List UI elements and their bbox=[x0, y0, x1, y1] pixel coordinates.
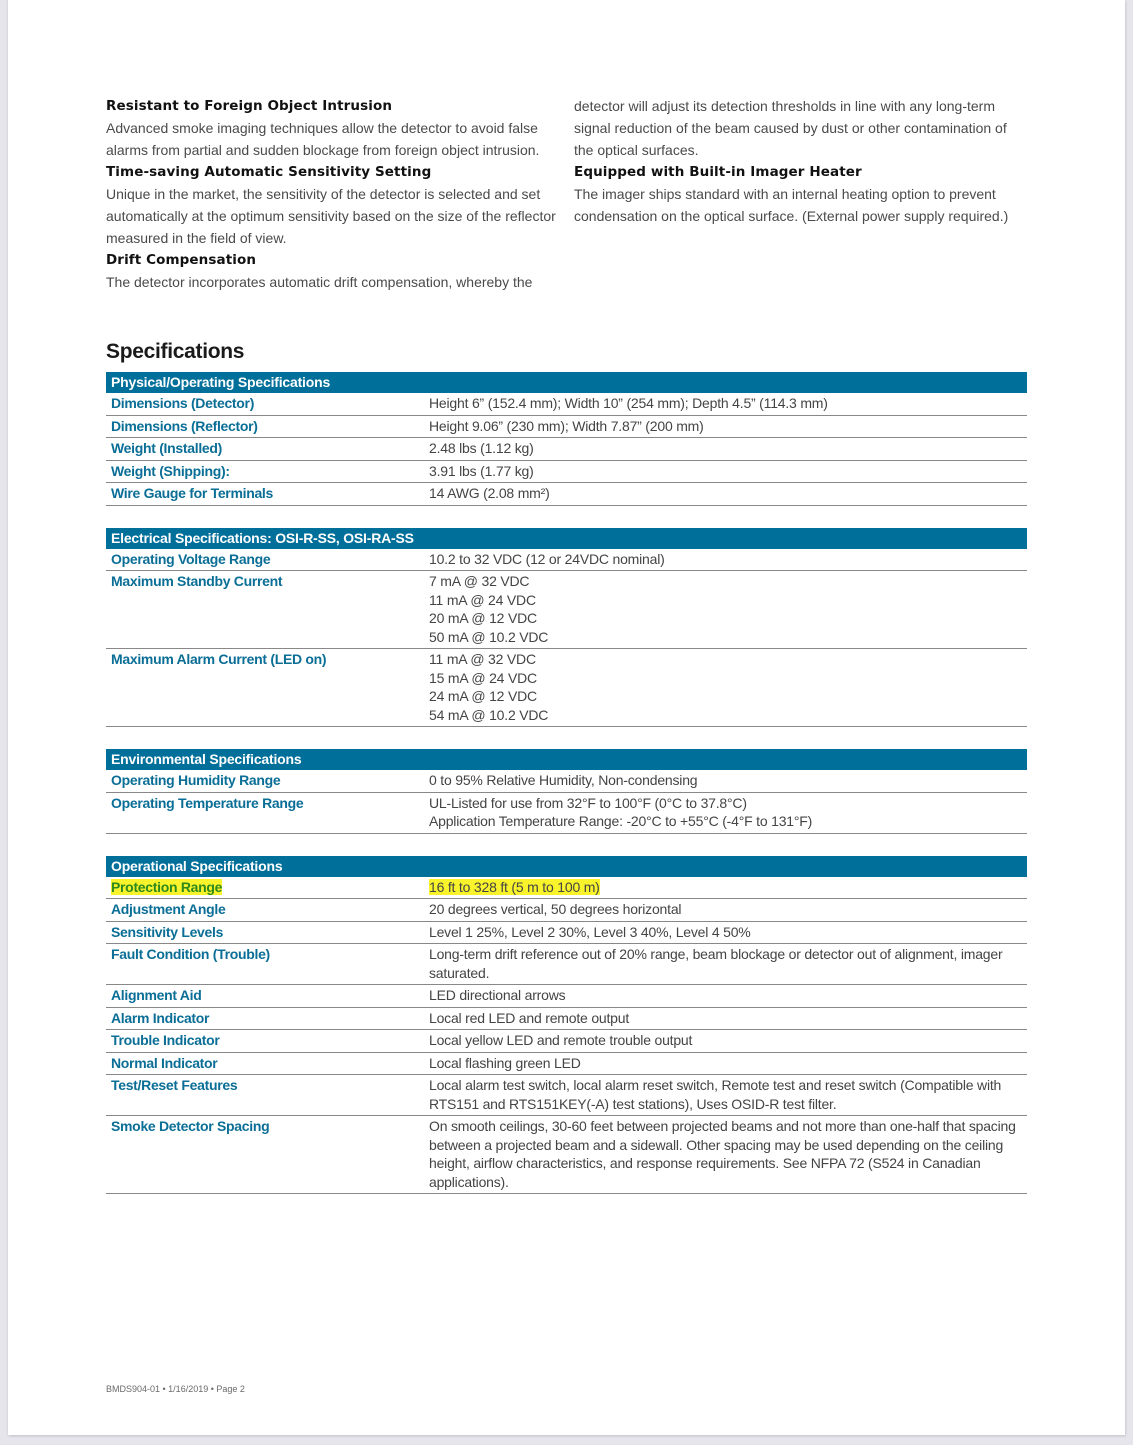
spec-label-text: Weight (Installed) bbox=[111, 440, 223, 456]
spec-value-line bbox=[429, 650, 1027, 669]
spec-label bbox=[106, 900, 429, 919]
spec-value bbox=[429, 1031, 1027, 1050]
spec-value-text: 11 mA @ 24 VDC bbox=[429, 591, 536, 608]
spec-value-line bbox=[429, 550, 1027, 569]
spec-section-header: Electrical Specifications: OSI-R-SS, OSI-RA-SS bbox=[106, 528, 1027, 549]
spec-label-text: Maximum Standby Current bbox=[111, 573, 283, 589]
spec-label bbox=[106, 945, 429, 982]
spec-value-line bbox=[429, 484, 1027, 503]
feature-body: Unique in the market, the sensitivity of the detector is selected and set automatically at the optimum sensitivity based on the size of the reflector measured in the field of view. bbox=[106, 186, 556, 246]
spec-value-text: Local red LED and remote output bbox=[429, 1009, 630, 1026]
spec-label bbox=[106, 462, 429, 481]
spec-section bbox=[106, 749, 1027, 834]
spec-row bbox=[106, 877, 1027, 900]
spec-value-line bbox=[429, 945, 1027, 982]
spec-label bbox=[106, 1031, 429, 1050]
spec-section-header: Environmental Specifications bbox=[106, 749, 1027, 770]
spec-value-text: Local alarm test switch, local alarm reset switch, Remote test and reset switch (Compatible with RTS151 and RTS151KEY(-A) test stations), Uses OSID-R test filter. bbox=[429, 1077, 1002, 1112]
spec-value-text: 3.91 lbs (1.77 kg) bbox=[429, 462, 534, 479]
spec-value-text: 10.2 to 32 VDC (12 or 24VDC nominal) bbox=[429, 550, 665, 567]
feature-title: Time-saving Automatic Sensitivity Setting bbox=[106, 164, 432, 180]
spec-row bbox=[106, 393, 1027, 416]
spec-row bbox=[106, 649, 1027, 727]
spec-section bbox=[106, 372, 1027, 506]
spec-value-line bbox=[429, 812, 1027, 831]
spec-value-line bbox=[429, 462, 1027, 481]
spec-value bbox=[429, 550, 1027, 569]
spec-label-text: Alarm Indicator bbox=[111, 1009, 210, 1026]
spec-value bbox=[429, 1076, 1027, 1113]
spec-row bbox=[106, 1030, 1027, 1053]
spec-value-text: 20 mA @ 12 VDC bbox=[429, 610, 537, 626]
spec-label bbox=[106, 923, 429, 942]
spec-value-text: Local yellow LED and remote trouble output bbox=[429, 1032, 693, 1048]
spec-value-text: Height 6” (152.4 mm); Width 10” (254 mm); Depth 4.5” (114.3 mm) bbox=[429, 395, 828, 411]
spec-label bbox=[106, 878, 429, 897]
spec-label-text: Operating Temperature Range bbox=[111, 794, 304, 811]
spec-value-text: LED directional arrows bbox=[429, 987, 566, 1003]
spec-label-text: Trouble Indicator bbox=[111, 1032, 220, 1048]
spec-value bbox=[429, 771, 1027, 790]
spec-value-text: Long-term drift reference out of 20% range, beam blockage or detector out of alignment, imager saturated. bbox=[429, 946, 1003, 981]
spec-row bbox=[106, 549, 1027, 572]
spec-value-line bbox=[429, 706, 1027, 725]
spec-label-text: Weight (Shipping): bbox=[111, 462, 230, 479]
spec-value-text: 54 mA @ 10.2 VDC bbox=[429, 706, 549, 723]
spec-value-line bbox=[429, 1031, 1027, 1050]
spec-row bbox=[106, 571, 1027, 649]
spec-value-line bbox=[429, 1117, 1027, 1191]
features-section bbox=[106, 95, 1046, 293]
spec-section bbox=[106, 528, 1027, 728]
spec-value-line bbox=[429, 771, 1027, 790]
spec-value bbox=[429, 1054, 1027, 1073]
spec-label bbox=[106, 1076, 429, 1113]
spec-value-line bbox=[429, 1054, 1027, 1073]
spec-value-line bbox=[429, 609, 1027, 628]
spec-row bbox=[106, 944, 1027, 985]
spec-value bbox=[429, 923, 1027, 942]
spec-row bbox=[106, 899, 1027, 922]
spec-value-text: 7 mA @ 32 VDC bbox=[429, 573, 530, 589]
specifications-tables bbox=[106, 372, 1027, 1216]
spec-value bbox=[429, 650, 1027, 724]
feature-drift-compensation bbox=[106, 249, 558, 293]
spec-value bbox=[429, 484, 1027, 503]
feature-drift-continued bbox=[574, 95, 1026, 161]
spec-label-text: Wire Gauge for Terminals bbox=[111, 485, 274, 501]
spec-value-line bbox=[429, 591, 1027, 610]
spec-value-line bbox=[429, 687, 1027, 706]
spec-label-text: Alignment Aid bbox=[111, 987, 202, 1003]
spec-value-line bbox=[429, 794, 1027, 813]
spec-label bbox=[106, 417, 429, 436]
feature-body: The imager ships standard with an internal heating option to prevent condensation on the optical surface. (External power supply required.) bbox=[574, 186, 1009, 224]
spec-row bbox=[106, 1053, 1027, 1076]
spec-value-text: UL-Listed for use from 32°F to 100°F (0°C to 37.8°C) bbox=[429, 794, 747, 811]
spec-label bbox=[106, 794, 429, 831]
document-page bbox=[8, 0, 1125, 1435]
spec-value bbox=[429, 394, 1027, 413]
page-footer: BMDS904-01 • 1/16/2019 • Page 2 bbox=[106, 1384, 245, 1394]
spec-value-text: Height 9.06” (230 mm); Width 7.87” (200 mm) bbox=[429, 417, 704, 434]
spec-label bbox=[106, 771, 429, 790]
spec-value bbox=[429, 1009, 1027, 1028]
spec-label bbox=[106, 572, 429, 646]
spec-row bbox=[106, 1075, 1027, 1116]
spec-value-text: 16 ft to 328 ft (5 m to 100 m) bbox=[429, 878, 600, 895]
spec-value-text: 11 mA @ 32 VDC bbox=[429, 651, 536, 667]
spec-label-text: Dimensions (Reflector) bbox=[111, 417, 258, 434]
spec-value bbox=[429, 986, 1027, 1005]
spec-value bbox=[429, 417, 1027, 436]
feature-title: Equipped with Built-in Imager Heater bbox=[574, 164, 862, 180]
feature-body: detector will adjust its detection thresholds in line with any long-term signal reduction of the beam caused by dust or other contamination of the optical surfaces. bbox=[574, 98, 1007, 158]
spec-value-line bbox=[429, 878, 1027, 897]
spec-value-text: Level 1 25%, Level 2 30%, Level 3 40%, Level 4 50% bbox=[429, 923, 751, 940]
spec-value-text: 14 AWG (2.08 mm²) bbox=[429, 485, 550, 501]
spec-value bbox=[429, 945, 1027, 982]
feature-title: Resistant to Foreign Object Intrusion bbox=[106, 98, 393, 114]
spec-row bbox=[106, 922, 1027, 945]
spec-label-text: Fault Condition (Trouble) bbox=[111, 946, 270, 962]
spec-value bbox=[429, 878, 1027, 897]
spec-value-line bbox=[429, 986, 1027, 1005]
spec-label bbox=[106, 439, 429, 458]
spec-value bbox=[429, 900, 1027, 919]
spec-value-text: 50 mA @ 10.2 VDC bbox=[429, 628, 549, 645]
spec-value-line bbox=[429, 1076, 1027, 1113]
spec-label bbox=[106, 1117, 429, 1191]
spec-value-text: 15 mA @ 24 VDC bbox=[429, 669, 537, 686]
spec-value-line bbox=[429, 923, 1027, 942]
spec-label bbox=[106, 394, 429, 413]
spec-row bbox=[106, 438, 1027, 461]
feature-foreign-object bbox=[106, 95, 558, 161]
spec-value-line bbox=[429, 417, 1027, 436]
spec-value bbox=[429, 462, 1027, 481]
spec-value-text: 2.48 lbs (1.12 kg) bbox=[429, 440, 534, 456]
spec-label bbox=[106, 650, 429, 724]
spec-value-text: 24 mA @ 12 VDC bbox=[429, 688, 537, 704]
feature-title: Drift Compensation bbox=[106, 252, 257, 268]
spec-value bbox=[429, 1117, 1027, 1191]
spec-value-text: Application Temperature Range: -20°C to +55°C (-4°F to 131°F) bbox=[429, 813, 813, 829]
spec-value-text: 20 degrees vertical, 50 degrees horizontal bbox=[429, 901, 682, 917]
spec-label-text: Normal Indicator bbox=[111, 1054, 218, 1071]
feature-body: Advanced smoke imaging techniques allow the detector to avoid false alarms from partial and sudden blockage from foreign object intrusion. bbox=[106, 120, 540, 158]
spec-value-text: 0 to 95% Relative Humidity, Non-condensing bbox=[429, 772, 698, 788]
spec-row bbox=[106, 793, 1027, 834]
spec-row bbox=[106, 770, 1027, 793]
spec-row bbox=[106, 1008, 1027, 1031]
spec-value-line bbox=[429, 572, 1027, 591]
features-left-column bbox=[106, 95, 558, 293]
spec-label bbox=[106, 484, 429, 503]
spec-label bbox=[106, 1054, 429, 1073]
spec-section-header: Physical/Operating Specifications bbox=[106, 372, 1027, 393]
spec-value bbox=[429, 572, 1027, 646]
features-right-column bbox=[574, 95, 1026, 293]
spec-value-text: On smooth ceilings, 30-60 feet between projected beams and not more than one-half that spacing between a projected beam and a sidewall. Other spacing may be used depending on the ceiling height, airflow characteristics, and response requirements. See NFPA 72 (S524 in Canadian applications). bbox=[429, 1118, 1016, 1190]
spec-value bbox=[429, 439, 1027, 458]
spec-value-line bbox=[429, 394, 1027, 413]
spec-label-text: Maximum Alarm Current (LED on) bbox=[111, 651, 327, 667]
spec-row bbox=[106, 1116, 1027, 1194]
feature-body: The detector incorporates automatic drift compensation, whereby the bbox=[106, 274, 533, 290]
spec-row bbox=[106, 416, 1027, 439]
spec-row bbox=[106, 985, 1027, 1008]
spec-value bbox=[429, 794, 1027, 831]
spec-label-text: Sensitivity Levels bbox=[111, 923, 224, 940]
spec-value-line bbox=[429, 900, 1027, 919]
spec-label-text: Dimensions (Detector) bbox=[111, 395, 255, 411]
spec-label bbox=[106, 1009, 429, 1028]
spec-value-line bbox=[429, 439, 1027, 458]
spec-value-line bbox=[429, 1009, 1027, 1028]
spec-row bbox=[106, 483, 1027, 506]
spec-label-text: Operating Humidity Range bbox=[111, 772, 281, 788]
spec-label-text: Smoke Detector Spacing bbox=[111, 1118, 270, 1134]
spec-label-text: Test/Reset Features bbox=[111, 1077, 238, 1093]
specifications-heading: Specifications bbox=[106, 340, 245, 363]
spec-label-text: Operating Voltage Range bbox=[111, 550, 271, 567]
spec-value-text: Local flashing green LED bbox=[429, 1054, 581, 1071]
spec-row bbox=[106, 461, 1027, 484]
spec-section bbox=[106, 856, 1027, 1195]
feature-auto-sensitivity bbox=[106, 161, 558, 249]
spec-section-header: Operational Specifications bbox=[106, 856, 1027, 877]
spec-label bbox=[106, 550, 429, 569]
spec-label-text: Protection Range bbox=[111, 878, 223, 895]
spec-label-text: Adjustment Angle bbox=[111, 901, 226, 917]
feature-imager-heater bbox=[574, 161, 1026, 227]
spec-value-line bbox=[429, 669, 1027, 688]
spec-label bbox=[106, 986, 429, 1005]
spec-value-line bbox=[429, 628, 1027, 647]
